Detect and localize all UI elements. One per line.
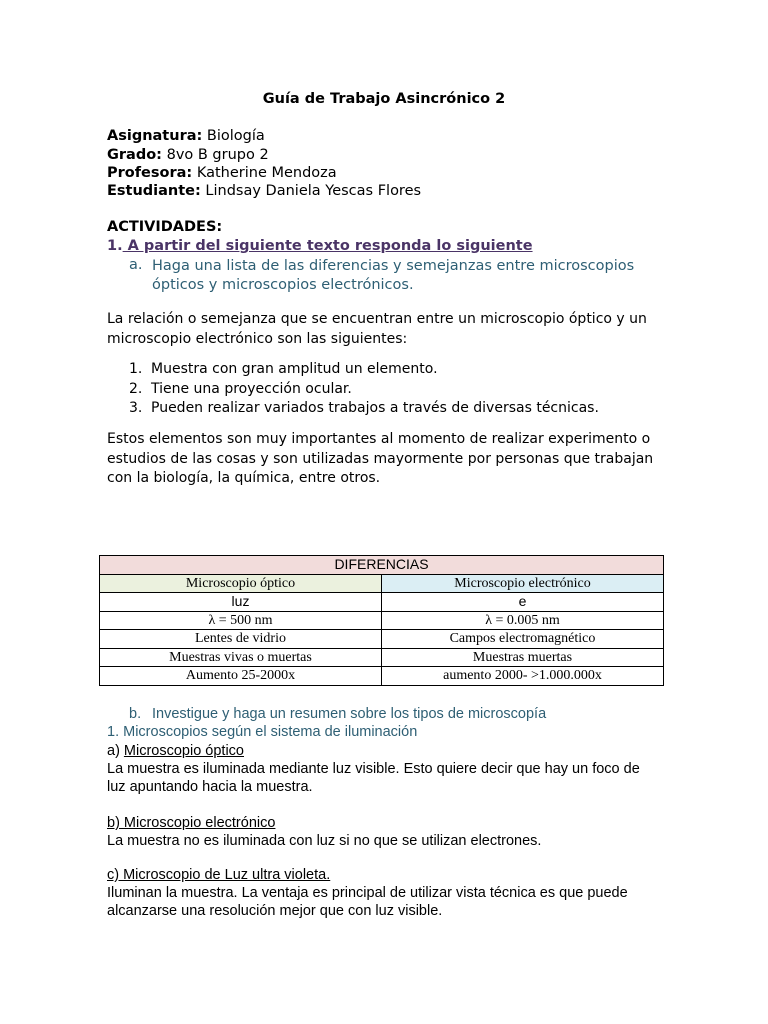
teacher-label: Profesora: (107, 165, 193, 181)
item-b-text: Investigue y haga un resumen sobre los tipos de microscopía (152, 706, 547, 722)
table-cell: e (382, 593, 664, 612)
activities-heading: ACTIVIDADES: (107, 219, 223, 235)
item-a-line-2: ópticos y microscopios electrónicos. (152, 277, 414, 293)
student-line (107, 182, 421, 201)
type-name: Microscopio óptico (123, 743, 244, 759)
list-text: Muestra con gran amplitud un elemento. (151, 361, 438, 377)
table-cell: Muestras muertas (382, 648, 664, 667)
list-item (129, 380, 599, 400)
list-number: 3. (129, 400, 143, 416)
column-header-electronic: Microscopio electrónico (382, 574, 664, 593)
subject-label: Asignatura: (107, 128, 203, 144)
grade-label: Grado: (107, 147, 162, 163)
subject-value: Biología (202, 128, 265, 144)
column-header-optical: Microscopio óptico (100, 574, 382, 593)
paragraph-line: estudios de las cosas y son utilizadas mayormente por personas que trabajan (107, 450, 654, 467)
list-text: Pueden realizar variados trabajos a través de diversas técnicas. (151, 400, 599, 416)
type-name: b) Microscopio electrónico (107, 815, 276, 831)
activity-1-text: A partir del siguiente texto responda lo siguiente (122, 238, 533, 254)
paragraph-similarities (107, 310, 647, 349)
table-row (100, 648, 664, 667)
type-ultraviolet (107, 866, 628, 920)
type-description: Iluminan la muestra. La ventaja es principal de utilizar vista técnica es que puede (107, 885, 628, 901)
table-row (100, 630, 664, 649)
type-prefix: a) (107, 743, 124, 759)
table-row (100, 667, 664, 686)
paragraph-line: microscopio electrónico son las siguientes: (107, 330, 408, 347)
table-cell: Muestras vivas o muertas (100, 648, 382, 667)
item-b-marker: b. (129, 706, 142, 722)
item-a-marker: a. (129, 257, 143, 273)
type-optical (107, 742, 640, 796)
table-cell: Aumento 25-2000x (100, 667, 382, 686)
teacher-value: Katherine Mendoza (192, 165, 337, 181)
grade-value: 8vo B grupo 2 (161, 147, 269, 163)
activity-1 (107, 237, 533, 256)
grade-line (107, 146, 269, 165)
paragraph-line: con la biología, la química, entre otros. (107, 470, 381, 486)
similarities-list (129, 360, 599, 419)
list-number: 1. (129, 361, 143, 377)
teacher-line (107, 164, 337, 183)
list-item (129, 360, 599, 380)
table-header: DIFERENCIAS (100, 556, 664, 575)
table-cell: Campos electromagnético (382, 630, 664, 649)
table-cell: Lentes de vidrio (100, 630, 382, 649)
section-1-heading: 1. Microscopios según el sistema de iluminación (107, 724, 418, 740)
page-title: Guía de Trabajo Asincrónico 2 (262, 91, 506, 107)
activity-1-number: 1. (107, 238, 123, 254)
item-a-line-1: Haga una lista de las diferencias y semejanzas entre microscopios (152, 258, 635, 274)
type-name: c) Microscopio de Luz ultra violeta. (107, 867, 331, 883)
list-number: 2. (129, 380, 143, 397)
type-description: La muestra no es iluminada con luz si no que se utilizan electrones. (107, 833, 542, 849)
table-cell: λ = 0.005 nm (382, 611, 664, 630)
table-cell: λ = 500 nm (100, 611, 382, 630)
type-description: alcanzarse una resolución mejor que con luz visible. (107, 903, 443, 919)
list-text: Tiene una proyección ocular. (151, 380, 352, 397)
paragraph-line: Estos elementos son muy importantes al momento de realizar experimento o (107, 431, 651, 447)
paragraph-line: La relación o semejanza que se encuentran entre un microscopio óptico y un (107, 311, 647, 327)
list-item (129, 399, 599, 419)
table-cell: luz (100, 593, 382, 612)
table-row (100, 611, 664, 630)
student-value: Lindsay Daniela Yescas Flores (200, 183, 422, 199)
type-heading (107, 742, 640, 760)
paragraph-importance (107, 430, 653, 489)
type-description: luz apuntando hacia la muestra. (107, 779, 313, 795)
type-electronic (107, 814, 541, 850)
item-a-text (152, 257, 634, 295)
differences-table (99, 555, 664, 686)
type-description: La muestra es iluminada mediante luz visible. Esto quiere decir que hay un foco de (107, 761, 640, 777)
table-row (100, 593, 664, 612)
subject-line (107, 127, 265, 146)
student-label: Estudiante: (107, 183, 201, 199)
table-cell: aumento 2000- >1.000.000x (382, 667, 664, 686)
